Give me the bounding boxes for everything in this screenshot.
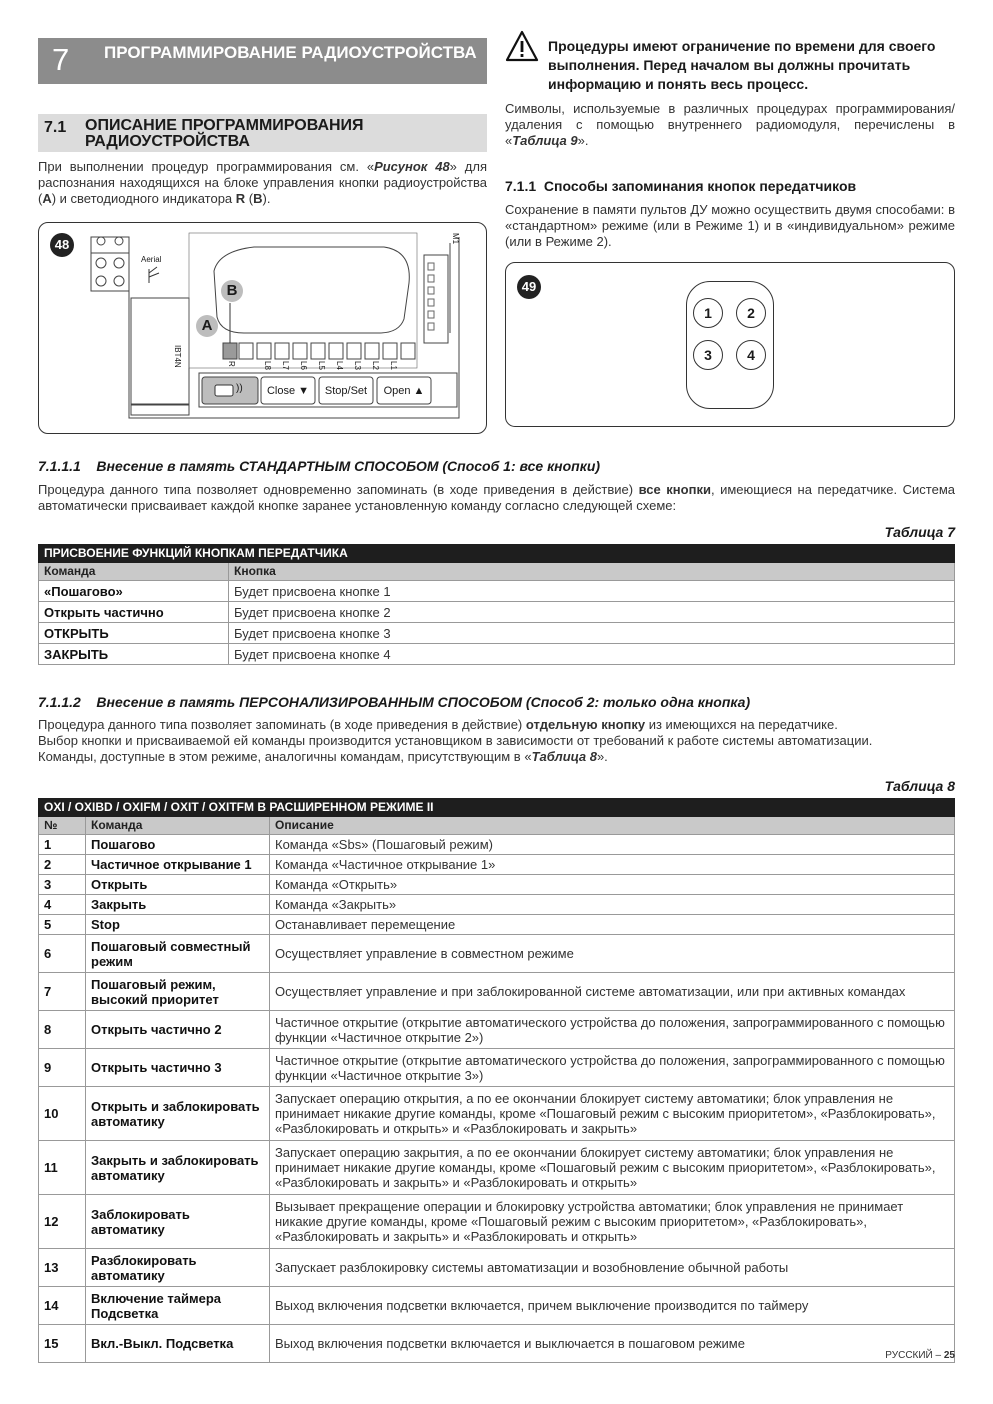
command-cell: Закрыть и заблокировать автоматику: [86, 1141, 270, 1195]
row-number-cell: 6: [39, 935, 86, 973]
button-cell: Будет присвоена кнопке 3: [229, 623, 955, 644]
led-label: L1: [389, 361, 398, 370]
paragraph-7-1-1: Сохранение в памяти пультов ДУ можно осуществить двумя способами: в «стандартном» режиме (или в Режиме 1) и в «индивидуальном» режиме (или в Режиме 2).: [505, 202, 955, 249]
row-number-cell: 10: [39, 1087, 86, 1141]
heading-7-1-1-1: 7.1.1.1 Внесение в память СТАНДАРТНЫМ СПОСОБОМ (Способ 1: все кнопки): [38, 458, 601, 474]
led-label: L7: [281, 361, 290, 370]
command-cell: Открыть и заблокировать автоматику: [86, 1087, 270, 1141]
stop-set-button: Stop/Set: [324, 385, 368, 397]
command-cell: Открыть частично 3: [86, 1049, 270, 1087]
paragraph-7-1-1-1: Процедура данного типа позволяет одновременно запоминать (в ходе приведения в действие) все кнопки, имеющиеся на передатчике. Система автоматически присваивает каждой кнопке заранее установленную команду согласно следующей схеме:: [38, 482, 955, 513]
command-cell: Разблокировать автоматику: [86, 1249, 270, 1287]
row-number-cell: 2: [39, 855, 86, 875]
led-label: L4: [335, 361, 344, 370]
row-number-cell: 3: [39, 875, 86, 895]
description-cell: Запускает операцию открытия, а по ее окончании блокирует систему автоматики; блок управления не принимает никакие другие команды, кроме «Пошаговый режим с высоким приоритетом», «Разблокировать», «Разблокировать и открыть» и «Разблокировать и закрыть»: [270, 1087, 955, 1141]
command-cell: ЗАКРЫТЬ: [39, 644, 229, 665]
page-footer: [700, 1350, 955, 1361]
table-row: [39, 602, 955, 623]
table-row: [39, 623, 955, 644]
command-cell: Пошагово: [86, 835, 270, 855]
table-row: [39, 855, 955, 875]
table-row: [39, 1087, 955, 1141]
row-number-cell: 8: [39, 1011, 86, 1049]
button-cell: Будет присвоена кнопке 1: [229, 581, 955, 602]
led-r-label: R: [227, 361, 236, 367]
led-label: L3: [353, 361, 362, 370]
row-number-cell: 11: [39, 1141, 86, 1195]
close-button: Close ▼: [266, 385, 310, 397]
description-cell: Останавливает перемещение: [270, 915, 955, 935]
subsection-header: [38, 114, 487, 152]
column-header: Команда: [39, 563, 229, 581]
intro-paragraph: При выполнении процедур программирования см. «Рисунок 48» для распознания находящихся на блоке управления кнопки радиоустройства (A) и светодиодного индикатора R (B).: [38, 159, 487, 206]
m1-label: M1: [451, 233, 460, 245]
page-number: 25: [943, 1350, 955, 1361]
led-label: L2: [371, 361, 380, 370]
column-header: №: [39, 817, 86, 835]
led-label: L8: [263, 361, 272, 370]
section-title: ПРОГРАММИРОВАНИЕ РАДИОУСТРОЙСТВА: [104, 43, 477, 62]
figure-badge-48: 48: [50, 233, 74, 257]
remote-control: [686, 281, 774, 409]
row-number-cell: 5: [39, 915, 86, 935]
label-b: B: [221, 280, 243, 302]
command-cell: Stop: [86, 915, 270, 935]
table-row: [39, 581, 955, 602]
description-cell: Осуществляет управление и при заблокированной системе автоматизации, или при активных командах: [270, 973, 955, 1011]
description-cell: Частичное открытие (открытие автоматического устройства до положения, запрограммированного с помощью функции «Частичное открытие 3»): [270, 1049, 955, 1087]
command-cell: Открыть: [86, 875, 270, 895]
description-cell: Команда «Открыть»: [270, 875, 955, 895]
table-7-label: Таблица 7: [884, 524, 955, 540]
figure-49: [505, 262, 955, 427]
figure-48: [38, 222, 487, 434]
description-cell: Команда «Частичное открывание 1»: [270, 855, 955, 875]
table-row: [39, 835, 955, 855]
command-cell: «Пошагово»: [39, 581, 229, 602]
remote-key: 4: [736, 340, 766, 370]
remote-key: 1: [693, 298, 723, 328]
section-number: 7: [52, 42, 70, 77]
paragraph-7-1-1-2: Процедура данного типа позволяет запоминать (в ходе приведения в действие) отдельную кнопку из имеющихся на передатчике. Выбор кнопки и присваиваемой ей команды производится установщиком в зависимости от требований к работе системы автоматизации. Команды, доступные в этом режиме, аналогичны командам, присутствующим в «Таблица 8».: [38, 717, 873, 764]
figure-badge-49: 49: [517, 275, 541, 299]
heading-7-1-1-2: 7.1.1.2 Внесение в память ПЕРСОНАЛИЗИРОВАННЫМ СПОСОБОМ (Способ 2: только одна кнопка): [38, 694, 751, 710]
led-label: L6: [299, 361, 308, 370]
table-reference[interactable]: Таблица 8: [531, 749, 597, 764]
command-cell: Открыть частично: [39, 602, 229, 623]
warning-icon: [505, 30, 539, 62]
table-row: [39, 644, 955, 665]
row-number-cell: 14: [39, 1287, 86, 1325]
figure-reference[interactable]: Рисунок 48: [374, 159, 450, 174]
open-button: Open ▲: [383, 385, 425, 397]
button-cell: Будет присвоена кнопке 2: [229, 602, 955, 623]
description-cell: Запускает операцию закрытия, а по ее окончании блокирует систему автоматики; блок управления не принимает никакие другие команды, кроме «Пошаговый режим с высоким приоритетом», «Разблокировать», «Разблокировать и закрыть» и «Разблокировать и открыть»: [270, 1141, 955, 1195]
table-8-title: OXI / OXIBD / OXIFM / OXIT / OXITFM В РАСШИРЕННОМ РЕЖИМЕ II: [39, 799, 955, 817]
led-label: L5: [317, 361, 326, 370]
table-row: [39, 875, 955, 895]
table-row: [39, 935, 955, 973]
table-row: [39, 1011, 955, 1049]
description-cell: Запускает разблокировку системы автоматизации и возобновление обычной работы: [270, 1249, 955, 1287]
warning-text: Процедуры имеют ограничение по времени для своего выполнения. Перед началом вы должны прочитать информацию и понять весь процесс.: [548, 38, 936, 92]
row-number-cell: 12: [39, 1195, 86, 1249]
command-cell: Заблокировать автоматику: [86, 1195, 270, 1249]
remote-key: 2: [736, 298, 766, 328]
column-header: Команда: [86, 817, 270, 835]
description-cell: Команда «Sbs» (Пошаговый режим): [270, 835, 955, 855]
column-header: Описание: [270, 817, 955, 835]
table-row: [39, 895, 955, 915]
table-7: [38, 544, 955, 665]
table-row: [39, 1049, 955, 1087]
table-row: [39, 915, 955, 935]
symbols-paragraph: Символы, используемые в различных процедурах программирования/удаления с помощью внутреннего радиомодуля, перечислены в «Таблица 9».: [505, 101, 955, 148]
subsection-number: 7.1: [44, 119, 67, 136]
description-cell: Выход включения подсветки включается, причем выключение производится по таймеру: [270, 1287, 955, 1325]
command-cell: ОТКРЫТЬ: [39, 623, 229, 644]
description-cell: Осуществляет управление в совместном режиме: [270, 935, 955, 973]
description-cell: Выход включения подсветки включается и выключается в пошаговом режиме: [270, 1325, 955, 1363]
table-row: [39, 1249, 955, 1287]
description-cell: Команда «Закрыть»: [270, 895, 955, 915]
row-number-cell: 4: [39, 895, 86, 915]
row-number-cell: 9: [39, 1049, 86, 1087]
column-header: Кнопка: [229, 563, 955, 581]
row-number-cell: 7: [39, 973, 86, 1011]
section-header: [38, 38, 487, 84]
table-row: [39, 1287, 955, 1325]
command-cell: Открыть частично 2: [86, 1011, 270, 1049]
command-cell: Пошаговый режим, высокий приоритет: [86, 973, 270, 1011]
command-cell: Частичное открывание 1: [86, 855, 270, 875]
description-cell: Вызывает прекращение операции и блокировку устройства автоматики; блок управления не принимает никакие другие команды, кроме «Пошаговый режим с высоким приоритетом», «Разблокировать», «Разблокировать и закрыть» и «Разблокировать и открыть»: [270, 1195, 955, 1249]
row-number-cell: 1: [39, 835, 86, 855]
table-7-title: ПРИСВОЕНИЕ ФУНКЦИЙ КНОПКАМ ПЕРЕДАТЧИКА: [39, 545, 955, 563]
subsection-title: ОПИСАНИЕ ПРОГРАММИРОВАНИЯ РАДИОУСТРОЙСТВА: [85, 117, 364, 150]
table-row: [39, 1141, 955, 1195]
command-cell: Пошаговый совместный режим: [86, 935, 270, 973]
description-cell: Частичное открытие (открытие автоматического устройства до положения, запрограммированного с помощью функции «Частичное открытие 2»): [270, 1011, 955, 1049]
command-cell: Закрыть: [86, 895, 270, 915]
table-row: [39, 1195, 955, 1249]
row-number-cell: 15: [39, 1325, 86, 1363]
radio-signal-icon: )): [236, 383, 243, 394]
table-8-label: Таблица 8: [884, 778, 955, 794]
aerial-label: Aerial: [141, 255, 162, 264]
footer-language: РУССКИЙ –: [885, 1350, 944, 1361]
command-cell: Вкл.-Выкл. Подсветка: [86, 1325, 270, 1363]
model-label: IBT4N: [173, 345, 182, 368]
command-cell: Включение таймера Подсветка: [86, 1287, 270, 1325]
table-8: [38, 798, 955, 1363]
control-board-drawing: [39, 223, 488, 435]
button-cell: Будет присвоена кнопке 4: [229, 644, 955, 665]
heading-7-1-1: 7.1.1 Способы запоминания кнопок передатчиков: [505, 178, 857, 194]
row-number-cell: 13: [39, 1249, 86, 1287]
table-reference[interactable]: Таблица 9: [512, 133, 578, 148]
table-row: [39, 973, 955, 1011]
remote-key: 3: [693, 340, 723, 370]
label-a: A: [196, 315, 218, 337]
